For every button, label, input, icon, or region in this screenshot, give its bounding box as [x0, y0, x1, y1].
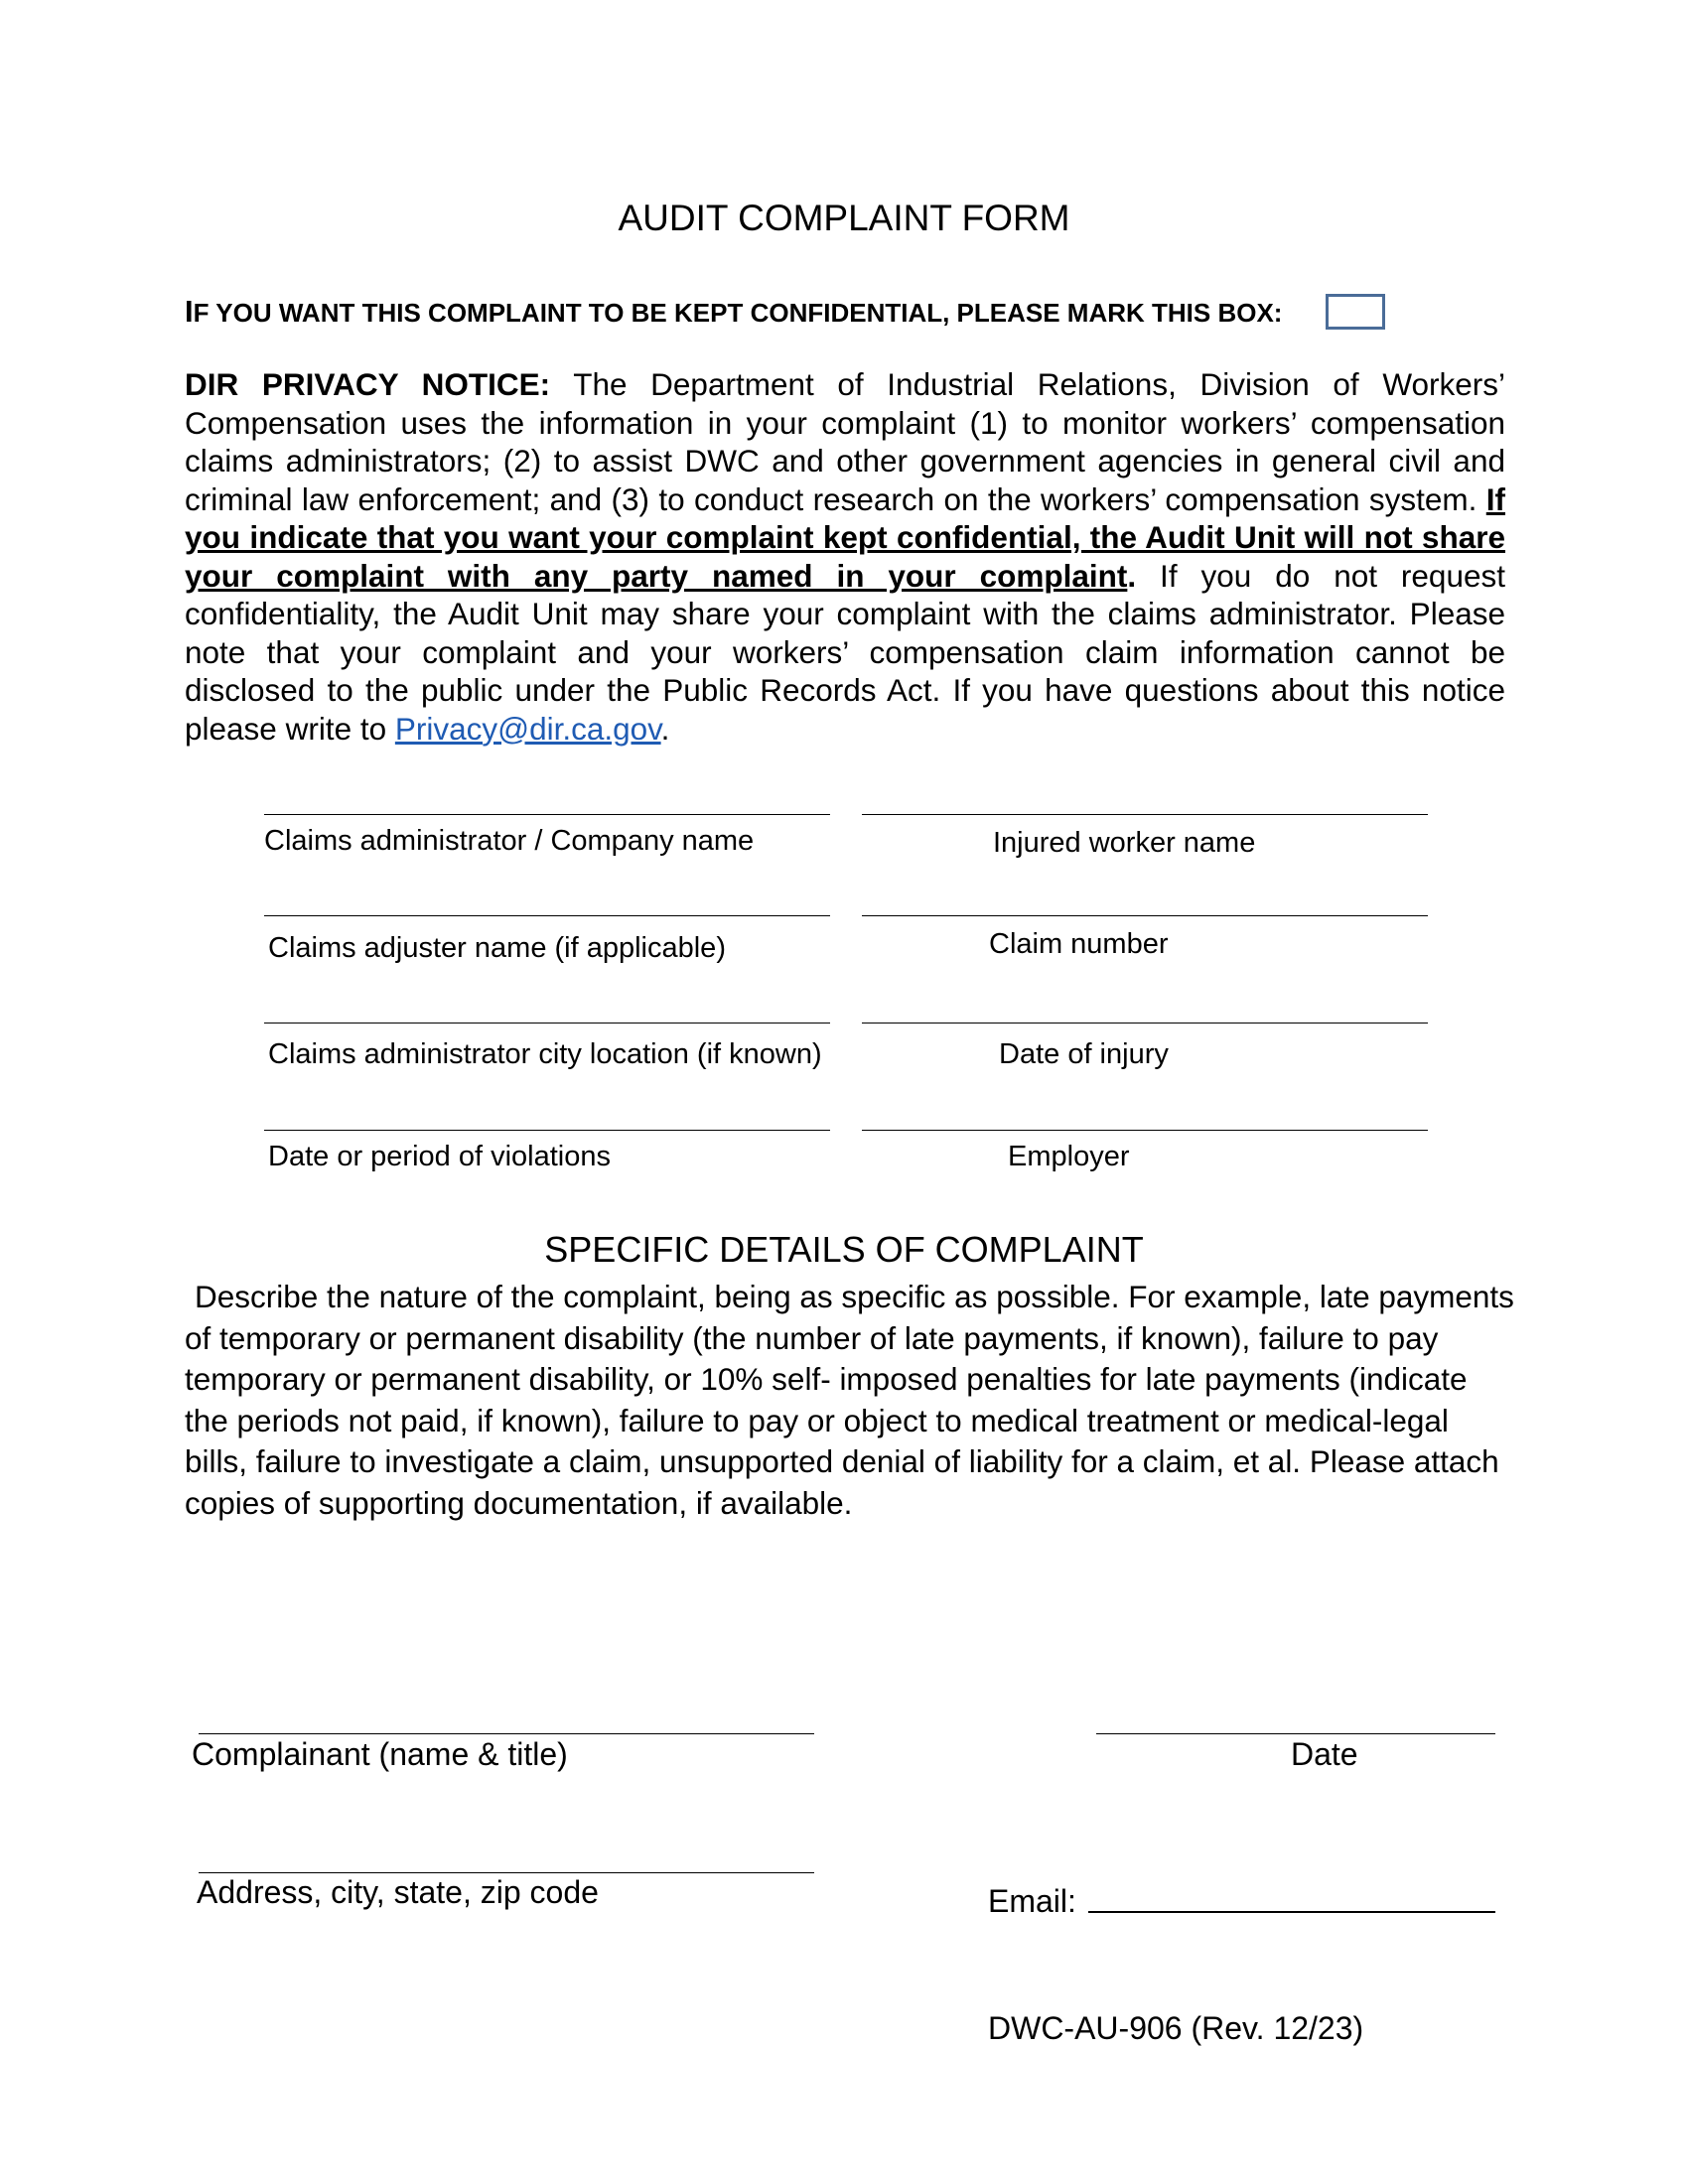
confidential-label-initial: I	[185, 294, 194, 329]
confidential-checkbox[interactable]	[1326, 294, 1385, 330]
claims-admin-line[interactable]	[264, 814, 830, 815]
privacy-notice-end: .	[660, 710, 670, 747]
admin-city-label: Claims administrator city location (if known)	[268, 1038, 822, 1070]
details-heading: SPECIFIC DETAILS OF COMPLAINT	[544, 1229, 1144, 1270]
complainant-label: Complainant (name & title)	[192, 1736, 568, 1772]
date-label: Date	[1291, 1736, 1358, 1772]
adjuster-line[interactable]	[264, 915, 830, 916]
form-title: AUDIT COMPLAINT FORM	[618, 198, 1070, 238]
privacy-notice-text-1: The Department of Industrial Relations, Division of Workers’ Compensation uses the information in your complaint (1) to monitor workers’ compensation claims administrators; (2) to assist DWC and other government agencies in general civil and criminal law enforcement; and (3) to conduct research on the workers’ compensation system.	[185, 366, 1505, 517]
injured-worker-line[interactable]	[862, 814, 1428, 815]
confidential-label	[185, 296, 1282, 329]
details-body: Describe the nature of the complaint, being as specific as possible. For example, late payments of temporary or permanent disability (the number of late payments, if known), failure to pay temporary or permanent disability, or 10% self- imposed penalties for late payments (indicate the periods not paid, if known), failure to pay or object to medical treatment or medical-legal bills, failure to investigate a claim, unsupported denial of liability for a claim, et al. Please attach copies of supporting documentation, if available.	[185, 1279, 1514, 1521]
confidential-label-text: F YOU WANT THIS COMPLAINT TO BE KEPT CONFIDENTIAL, PLEASE MARK THIS BOX:	[193, 298, 1283, 328]
privacy-notice-period: .	[1127, 557, 1137, 594]
claim-number-line[interactable]	[862, 915, 1428, 916]
injured-worker-label: Injured worker name	[993, 827, 1256, 859]
privacy-notice-text-2: If you do not request confidentiality, the Audit Unit may share your complaint with the claims administrator. Please note that your complaint and your workers’ compensation claim information cannot be disclosed to the public under the Public Records Act. If you have questions about this notice please write to	[185, 557, 1505, 747]
date-of-injury-line[interactable]	[862, 1023, 1428, 1024]
privacy-notice	[185, 365, 1505, 748]
address-label: Address, city, state, zip code	[197, 1874, 599, 1910]
adjuster-label: Claims adjuster name (if applicable)	[268, 932, 726, 964]
privacy-email-link[interactable]: Privacy@dir.ca.gov	[394, 710, 661, 747]
privacy-notice-confidential-statement: If you indicate that you want your complaint kept confidential, the Audit Unit will not share your complaint with any party named in your complaint	[185, 480, 1505, 594]
date-of-injury-label: Date of injury	[999, 1038, 1169, 1070]
employer-label: Employer	[1008, 1141, 1130, 1172]
complainant-line[interactable]	[199, 1733, 814, 1734]
employer-line[interactable]	[862, 1130, 1428, 1131]
claims-admin-label: Claims administrator / Company name	[264, 825, 755, 857]
email-label: Email:	[988, 1883, 1076, 1919]
violation-date-line[interactable]	[264, 1130, 830, 1131]
privacy-notice-heading: DIR PRIVACY NOTICE:	[185, 366, 551, 402]
form-id: DWC-AU-906 (Rev. 12/23)	[988, 2010, 1364, 2046]
violation-date-label: Date or period of violations	[268, 1141, 611, 1172]
email-line[interactable]	[1088, 1911, 1495, 1913]
date-line[interactable]	[1096, 1733, 1495, 1734]
admin-city-line[interactable]	[264, 1023, 830, 1024]
claim-number-label: Claim number	[989, 928, 1169, 960]
